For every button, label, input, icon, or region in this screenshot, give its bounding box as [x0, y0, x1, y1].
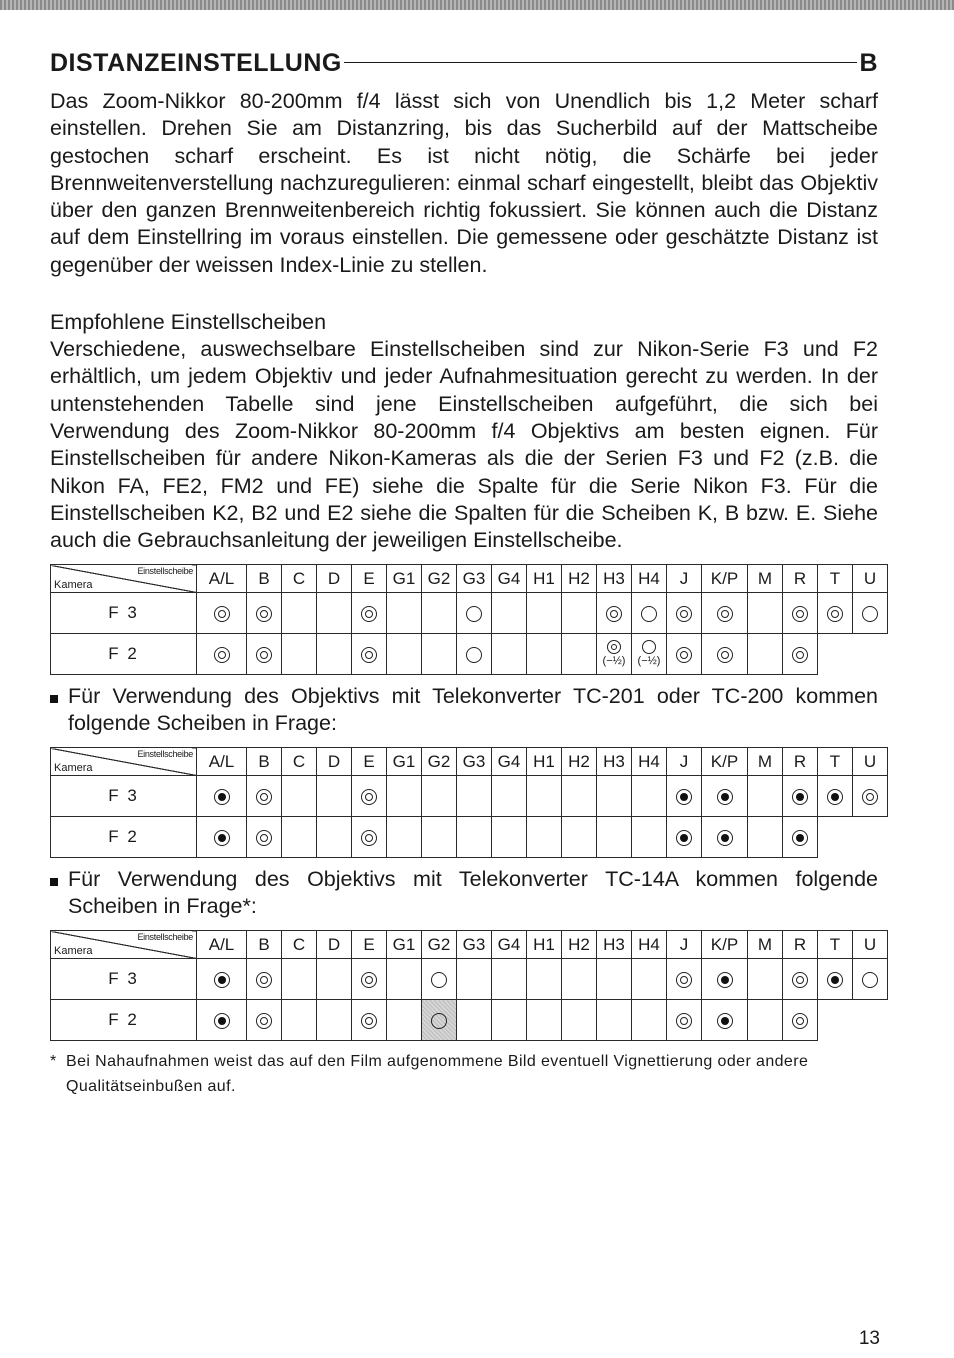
double-circle-icon [792, 972, 808, 988]
column-header: R [783, 748, 818, 776]
column-header: H1 [527, 931, 562, 959]
bullet-square-icon [50, 866, 68, 920]
table-header-row [51, 565, 888, 593]
camera-label: F 3 [51, 593, 197, 634]
column-header: G3 [457, 748, 492, 776]
table-cell [492, 593, 527, 634]
column-header: H4 [632, 748, 667, 776]
table-cell [387, 776, 422, 817]
table-cell [748, 959, 783, 1000]
filled-circle-icon [214, 789, 230, 805]
screens-subheading: Empfohlene Einstellscheiben [50, 310, 327, 335]
table-cell [317, 776, 352, 817]
screen-table-tc201 [50, 747, 878, 858]
column-header: H3 [597, 931, 632, 959]
table-cell [387, 593, 422, 634]
column-header: E [352, 565, 387, 593]
table-cell [492, 817, 527, 858]
table-cell [457, 776, 492, 817]
corner-label-camera: Kamera [54, 579, 93, 592]
table-cell [422, 1000, 457, 1041]
column-header: H2 [562, 565, 597, 593]
table-cell [748, 776, 783, 817]
double-circle-icon [256, 647, 272, 663]
table-cell [783, 776, 818, 817]
table-cell [853, 1000, 888, 1041]
table-cell [457, 1000, 492, 1041]
table-cell [597, 593, 632, 634]
column-header: G2 [422, 931, 457, 959]
column-header: J [667, 931, 702, 959]
table-cell [818, 776, 853, 817]
table-cell [632, 776, 667, 817]
table-cell [702, 776, 748, 817]
column-header: G3 [457, 565, 492, 593]
table-cell [247, 817, 282, 858]
open-circle-icon [431, 972, 447, 988]
open-circle-icon [862, 606, 878, 622]
section-letter: B [859, 49, 878, 77]
filled-circle-icon [792, 789, 808, 805]
column-header: M [748, 931, 783, 959]
table-cell [197, 634, 247, 675]
table-row [51, 1000, 888, 1041]
table-cell [527, 817, 562, 858]
footnote [50, 1049, 878, 1099]
table-cell [667, 593, 702, 634]
table-row [51, 776, 888, 817]
table-cell [527, 1000, 562, 1041]
column-header: D [317, 931, 352, 959]
filled-circle-icon [676, 789, 692, 805]
column-header: U [853, 931, 888, 959]
table-cell [853, 959, 888, 1000]
table-cell [387, 817, 422, 858]
screen-table [50, 564, 888, 675]
column-header: H2 [562, 931, 597, 959]
corner-label-screen: Einstellscheibe [137, 566, 193, 577]
double-circle-icon [361, 830, 377, 846]
table-cell [783, 1000, 818, 1041]
double-circle-icon [862, 789, 878, 805]
filled-circle-icon [717, 789, 733, 805]
column-header: G2 [422, 565, 457, 593]
bullet-text: Für Verwendung des Objektivs mit Telekonverter TC-201 oder TC-200 kommen folgende Scheiben in Frage: [68, 684, 878, 736]
footnote-text: Bei Nahaufnahmen weist das auf den Film aufgenommene Bild eventuell Vignettierung oder andere Qualitätseinbußen auf. [66, 1053, 809, 1096]
double-circle-icon [676, 1013, 692, 1029]
table-cell [597, 776, 632, 817]
double-circle-icon [256, 606, 272, 622]
table-row [51, 817, 888, 858]
table-cell [387, 634, 422, 675]
table-cell [667, 634, 702, 675]
screens-paragraph: Verschiedene, auswechselbare Einstellscheiben sind zur Nikon-Serie F3 und F2 erhältlich, um jedem Objektiv und jeder Aufnahmesituation gerecht zu werden. In der untenstehenden Tabelle sind jene Einstellscheiben aufgeführt, die sich bei Verwendung des Zoom-Nikkor 80-200mm f/4 Objektivs am besten eignen. Für Einstellscheiben für andere Nikon-Kameras als die der Serien F3 und F2 (z.B. die Nikon FA, FE2, FM2 und FE) siehe die Spalte für die Serie Nikon F3. Für die Einstellscheiben K2, B2 und E2 siehe die Spalten für die Scheiben K, B bzw. E. Siehe auch die Gebrauchsanleitung der jeweiligen Einstellscheibe. [50, 337, 878, 553]
table-corner-cell [51, 748, 197, 776]
column-header: C [282, 748, 317, 776]
table-cell [197, 959, 247, 1000]
table-cell [422, 817, 457, 858]
column-header: A/L [197, 565, 247, 593]
table-cell [317, 817, 352, 858]
double-circle-icon [256, 830, 272, 846]
camera-label: F 2 [51, 1000, 197, 1041]
table-cell [352, 959, 387, 1000]
filled-circle-icon [717, 830, 733, 846]
column-header: G1 [387, 565, 422, 593]
table-cell [422, 776, 457, 817]
column-header: D [317, 748, 352, 776]
filled-circle-icon [717, 972, 733, 988]
table-cell [527, 776, 562, 817]
double-circle-icon [792, 606, 808, 622]
table-cell [853, 776, 888, 817]
table-cell [818, 1000, 853, 1041]
table-cell [387, 959, 422, 1000]
table-cell [527, 959, 562, 1000]
table-cell [597, 817, 632, 858]
table-cell [197, 593, 247, 634]
double-circle-icon [361, 647, 377, 663]
table-cell [632, 593, 667, 634]
double-circle-icon [676, 606, 692, 622]
column-header: T [818, 748, 853, 776]
column-header: G4 [492, 565, 527, 593]
table-cell [282, 959, 317, 1000]
column-header: D [317, 565, 352, 593]
table-cell [818, 817, 853, 858]
table-cell [818, 959, 853, 1000]
table-cell [247, 634, 282, 675]
double-circle-icon [256, 972, 272, 988]
table-header-row [51, 931, 888, 959]
filled-circle-icon [214, 1013, 230, 1029]
corner-label-camera: Kamera [54, 762, 93, 775]
column-header: C [282, 931, 317, 959]
double-circle-icon [361, 972, 377, 988]
filled-circle-icon [214, 972, 230, 988]
column-header: B [247, 748, 282, 776]
table-cell [562, 1000, 597, 1041]
table-cell [667, 817, 702, 858]
intro-paragraph: Das Zoom-Nikkor 80-200mm f/4 lässt sich von Unendlich bis 1,2 Meter scharf einstellen. Drehen Sie am Distanzring, bis das Sucherbild auf der Mattscheibe gestochen scharf erscheint. Es ist nicht nötig, die Schärfe bei jeder Brennweitenverstellung nachzuregulieren: einmal scharf eingestellt, bleibt das Objektiv über den ganzen Brennweitenbereich richtig fokussiert. Sie können auch die Distanz auf dem Einstellring im voraus einstellen. Die gemessene oder geschätzte Distanz ist gegenüber der weissen Index-Linie zu stellen. [50, 89, 878, 277]
table-cell [562, 634, 597, 675]
column-header: M [748, 565, 783, 593]
table-cell [492, 776, 527, 817]
double-circle-icon [792, 1013, 808, 1029]
column-header: G4 [492, 931, 527, 959]
double-circle-icon [717, 606, 733, 622]
table-cell [247, 776, 282, 817]
column-header: C [282, 565, 317, 593]
column-header: J [667, 565, 702, 593]
table-cell [197, 1000, 247, 1041]
column-header: K/P [702, 565, 748, 593]
column-header: H2 [562, 748, 597, 776]
table-cell [702, 817, 748, 858]
screen-table-tc14a [50, 930, 878, 1041]
screen-table-standard [50, 564, 878, 675]
double-circle-icon [256, 1013, 272, 1029]
table-cell [748, 817, 783, 858]
table-row [51, 959, 888, 1000]
table-cell [492, 959, 527, 1000]
corner-label-camera: Kamera [54, 945, 93, 958]
section-heading [50, 46, 878, 78]
table-cell [632, 817, 667, 858]
column-header: A/L [197, 931, 247, 959]
column-header: G2 [422, 748, 457, 776]
half-stop-note: (−½) [637, 655, 661, 668]
column-header: T [818, 565, 853, 593]
open-circle-icon [862, 972, 878, 988]
column-header: T [818, 931, 853, 959]
table-cell [748, 634, 783, 675]
table-cell [667, 959, 702, 1000]
table-cell [282, 634, 317, 675]
table-cell [457, 634, 492, 675]
table-cell [667, 1000, 702, 1041]
filled-circle-icon [792, 830, 808, 846]
table-cell [597, 634, 632, 675]
table-cell [492, 634, 527, 675]
column-header: H3 [597, 565, 632, 593]
open-circle-icon [466, 606, 482, 622]
column-header: H3 [597, 748, 632, 776]
table-cell [282, 1000, 317, 1041]
screen-table [50, 747, 888, 858]
table-cell [247, 1000, 282, 1041]
table-cell [387, 1000, 422, 1041]
document-page [50, 46, 878, 1099]
table-cell [492, 1000, 527, 1041]
footnote-star: * [50, 1053, 57, 1071]
table-cell [282, 593, 317, 634]
column-header: A/L [197, 748, 247, 776]
table-cell [247, 959, 282, 1000]
table-cell [667, 776, 702, 817]
table-cell [422, 593, 457, 634]
column-header: H1 [527, 748, 562, 776]
table-header-row [51, 748, 888, 776]
open-circle-icon [641, 606, 657, 622]
table-cell [853, 634, 888, 675]
camera-label: F 2 [51, 634, 197, 675]
corner-label-screen: Einstellscheibe [137, 932, 193, 943]
column-header: G1 [387, 748, 422, 776]
column-header: U [853, 565, 888, 593]
column-header: H4 [632, 565, 667, 593]
table-cell [818, 634, 853, 675]
table-cell [247, 593, 282, 634]
column-header: B [247, 565, 282, 593]
filled-circle-icon [827, 789, 843, 805]
table-cell [783, 634, 818, 675]
camera-label: F 3 [51, 776, 197, 817]
bullet-text: Für Verwendung des Objektivs mit Telekonverter TC-14A kommen folgende Scheiben in Frage*: [68, 867, 878, 919]
heading-rule [344, 62, 858, 63]
double-circle-icon [361, 1013, 377, 1029]
double-circle-icon [676, 972, 692, 988]
bullet-tc201 [50, 683, 878, 737]
double-circle-icon [256, 789, 272, 805]
table-cell [562, 776, 597, 817]
column-header: R [783, 931, 818, 959]
filled-circle-icon [717, 1013, 733, 1029]
table-cell [818, 593, 853, 634]
column-header: E [352, 748, 387, 776]
table-cell [352, 817, 387, 858]
table-cell [632, 634, 667, 675]
double-circle-icon [717, 647, 733, 663]
double-circle-icon [361, 789, 377, 805]
double-circle-icon [676, 647, 692, 663]
table-cell [457, 959, 492, 1000]
table-corner-cell [51, 565, 197, 593]
page-top-edge [0, 0, 954, 10]
column-header: K/P [702, 931, 748, 959]
table-cell [783, 593, 818, 634]
open-circle-icon [466, 647, 482, 663]
column-header: H1 [527, 565, 562, 593]
column-header: G4 [492, 748, 527, 776]
table-cell [197, 817, 247, 858]
table-row [51, 634, 888, 675]
column-header: R [783, 565, 818, 593]
table-cell [282, 817, 317, 858]
table-cell [748, 593, 783, 634]
table-cell [562, 959, 597, 1000]
table-corner-cell [51, 931, 197, 959]
section-title: DISTANZEINSTELLUNG [50, 49, 342, 77]
table-cell [527, 593, 562, 634]
double-circle-icon [606, 606, 622, 622]
column-header: G3 [457, 931, 492, 959]
bullet-square-icon [50, 683, 68, 737]
open-circle-icon [642, 640, 656, 654]
table-cell [197, 776, 247, 817]
column-header: M [748, 748, 783, 776]
table-cell [702, 1000, 748, 1041]
column-header: H4 [632, 931, 667, 959]
double-circle-icon [607, 640, 621, 654]
table-cell [748, 1000, 783, 1041]
table-cell [422, 634, 457, 675]
double-circle-icon [827, 606, 843, 622]
table-cell [632, 959, 667, 1000]
filled-circle-icon [214, 830, 230, 846]
table-cell [783, 959, 818, 1000]
table-cell [352, 776, 387, 817]
table-row [51, 593, 888, 634]
table-cell [352, 1000, 387, 1041]
table-cell [562, 817, 597, 858]
table-cell [317, 959, 352, 1000]
table-cell [457, 817, 492, 858]
table-cell [702, 634, 748, 675]
table-cell [317, 593, 352, 634]
open-circle-icon [431, 1013, 447, 1029]
table-cell [702, 959, 748, 1000]
column-header: G1 [387, 931, 422, 959]
table-cell [632, 1000, 667, 1041]
table-cell [282, 776, 317, 817]
double-circle-icon [214, 647, 230, 663]
table-cell [352, 634, 387, 675]
filled-circle-icon [827, 972, 843, 988]
double-circle-icon [214, 606, 230, 622]
table-cell [783, 817, 818, 858]
table-cell [597, 959, 632, 1000]
bullet-tc14a [50, 866, 878, 920]
table-cell [597, 1000, 632, 1041]
double-circle-icon [792, 647, 808, 663]
table-cell [853, 817, 888, 858]
column-header: K/P [702, 748, 748, 776]
table-cell [457, 593, 492, 634]
table-cell [422, 959, 457, 1000]
table-cell [527, 634, 562, 675]
camera-label: F 3 [51, 959, 197, 1000]
filled-circle-icon [676, 830, 692, 846]
corner-label-screen: Einstellscheibe [137, 749, 193, 760]
table-cell [562, 593, 597, 634]
table-cell [352, 593, 387, 634]
table-cell [317, 1000, 352, 1041]
column-header: B [247, 931, 282, 959]
page-number: 13 [858, 1328, 880, 1349]
table-cell [853, 593, 888, 634]
column-header: U [853, 748, 888, 776]
half-stop-note: (−½) [602, 655, 626, 668]
column-header: J [667, 748, 702, 776]
screen-table [50, 930, 888, 1041]
table-cell [317, 634, 352, 675]
column-header: E [352, 931, 387, 959]
camera-label: F 2 [51, 817, 197, 858]
table-cell [702, 593, 748, 634]
double-circle-icon [361, 606, 377, 622]
